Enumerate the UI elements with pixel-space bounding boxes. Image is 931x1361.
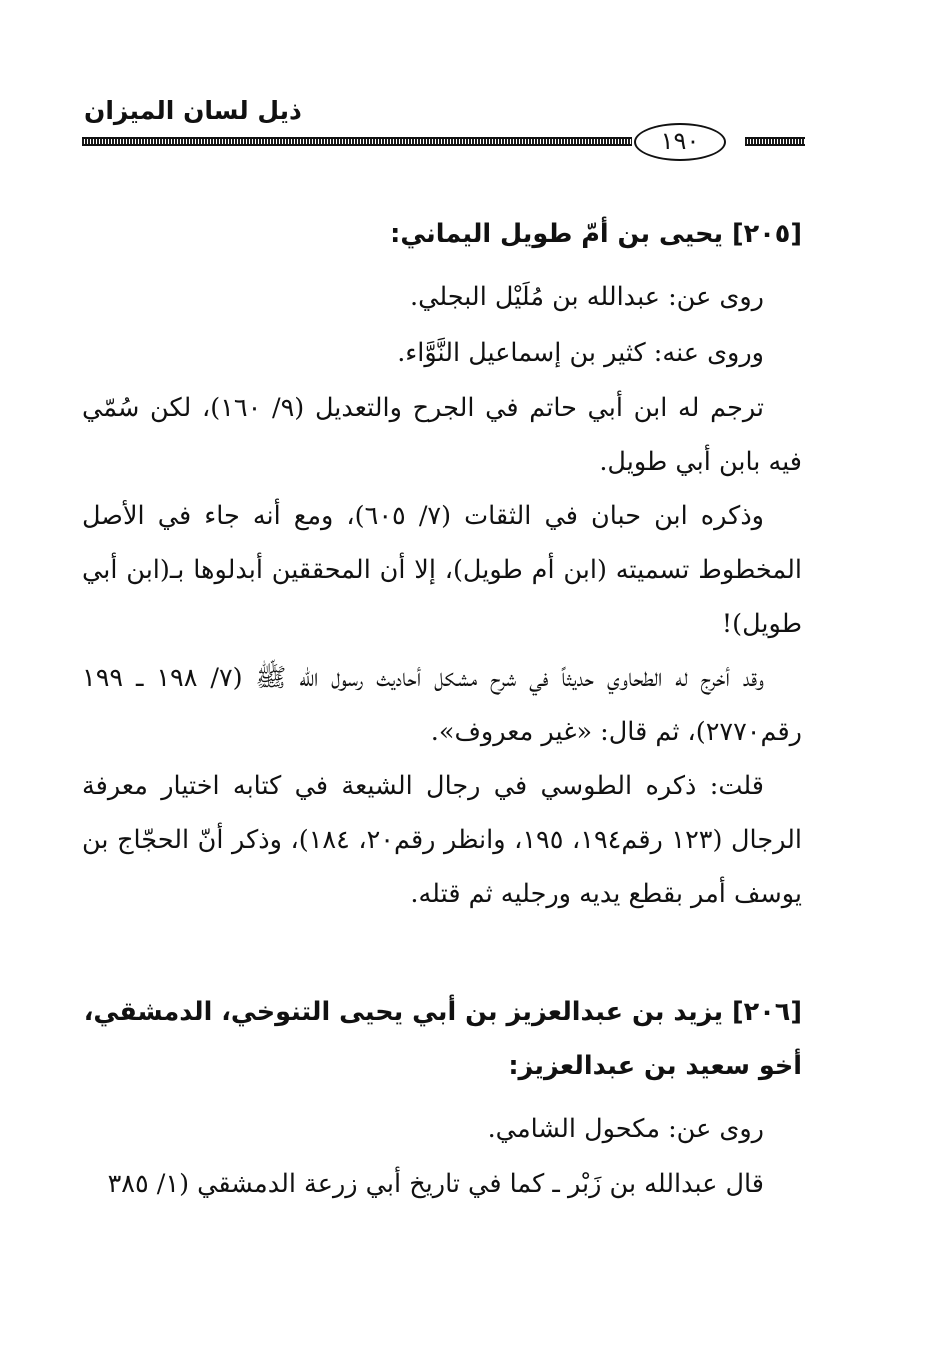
paragraph: وقد أخرج له الطحاوي حديثاً في شرح مشكل أحاديث رسول الله ﷺ (٧/ ١٩٨ ـ ١٩٩ رقم٢٧٧٠)، ثم قال: «غير معروف». <box>82 663 802 747</box>
entry-206 <box>82 985 802 1211</box>
paragraph: قال عبدالله بن زَبْر ـ كما في تاريخ أبي زرعة الدمشقي (١/ ٣٨٥ <box>107 1169 764 1199</box>
running-head-title: ذيل لسان الميزان <box>84 96 302 125</box>
paragraph: قلت: ذكره الطوسي في رجال الشيعة في كتابه اختيار معرفة الرجال (١٢٣ رقم١٩٤، ١٩٥، وانظر رقم٢٠، ١٨٤)، وذكر أنّ الحجّاج بن يوسف أمر بقطع يديه ورجليه ثم قتله. <box>82 771 803 909</box>
entry-205 <box>82 207 802 921</box>
narrated-from-line: روى عن: مكحول الشامي. <box>487 1114 764 1144</box>
header-rule-left <box>82 137 632 146</box>
narrated-from-line: روى عن: عبدالله بن مُلَيْل البجلي. <box>409 282 764 312</box>
page-number: ١٩٠ <box>634 123 726 161</box>
narrated-by-line: وروى عنه: كثير بن إسماعيل النَّوَّاء. <box>397 338 764 368</box>
paragraph: ترجم له ابن أبي حاتم في الجرح والتعديل (٩/ ١٦٠)، لكن سُمّي فيه بابن أبي طويل. <box>82 393 802 477</box>
entry-heading: [٢٠٥] يحيى بن أمّ طويل اليماني: <box>390 219 802 249</box>
header-rule-right <box>745 137 805 146</box>
entry-heading: [٢٠٦] يزيد بن عبدالعزيز بن أبي يحيى التنوخي، الدمشقي، أخو سعيد بن عبدالعزيز: <box>83 997 802 1081</box>
paragraph: وذكره ابن حبان في الثقات (٧/ ٦٠٥)، ومع أنه جاء في الأصل المخطوط تسميته (ابن أم طويل)، إلا أن المحققين أبدلوها بـ(ابن أبي طويل)! <box>82 501 802 639</box>
